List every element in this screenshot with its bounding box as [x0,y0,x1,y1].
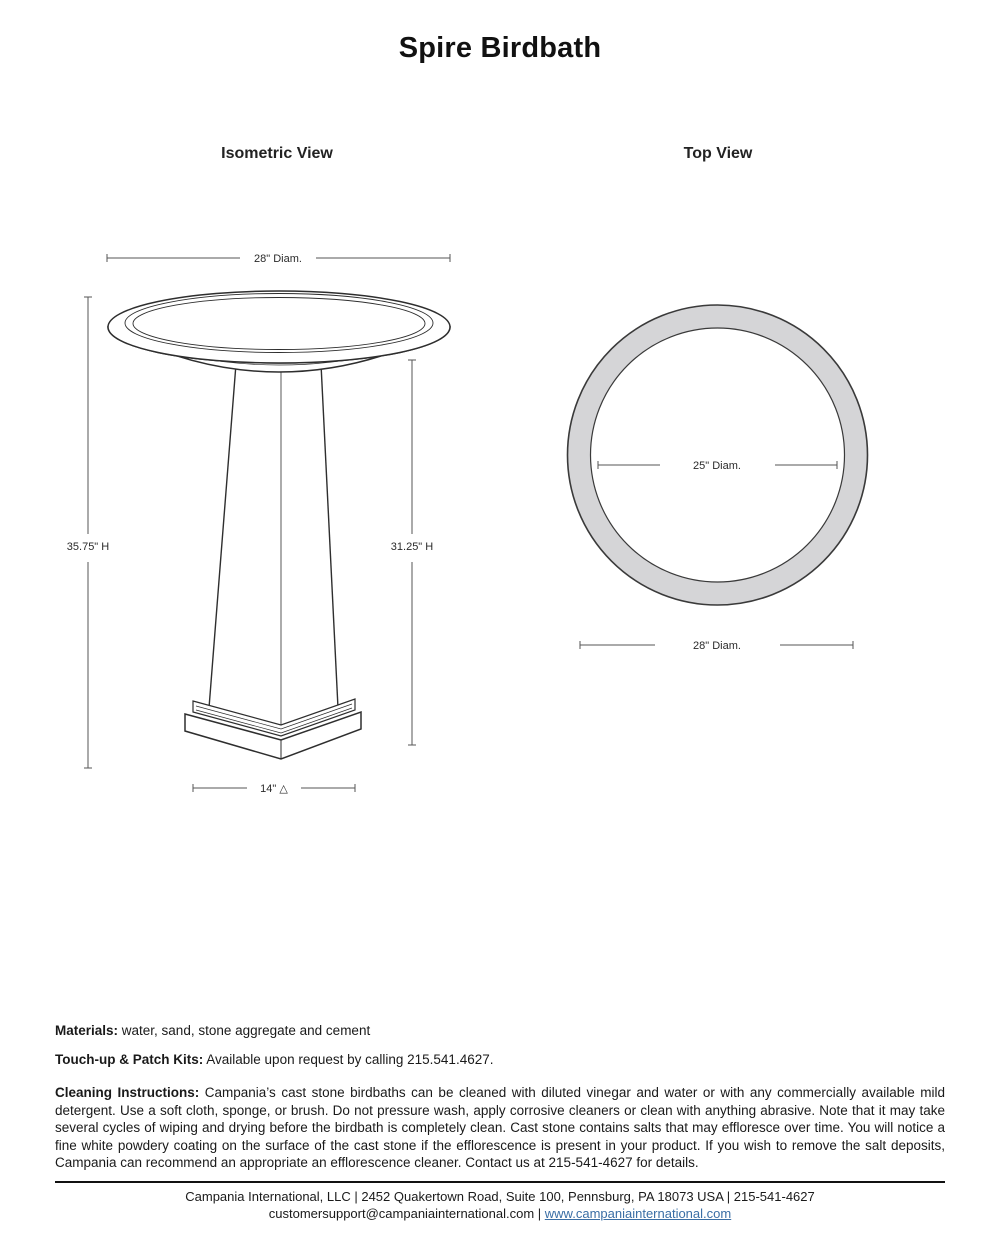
birdbath-pedestal [209,364,338,727]
footer-contact-line [55,1205,945,1222]
dim-top-label: 28" Diam. [254,253,302,265]
top-view-drawing [540,280,900,680]
touchup-label: Touch-up & Patch Kits: [55,1051,204,1067]
materials-line [55,1022,945,1040]
product-specs [55,1022,945,1172]
materials-text: water, sand, stone aggregate and cement [118,1023,371,1038]
birdbath-base [185,699,361,759]
touchup-text: Available upon request by calling 215.541.4627. [203,1051,494,1067]
footer [55,1181,945,1222]
touchup-line [55,1051,945,1069]
cleaning-instructions [55,1084,945,1172]
dim-outer-label: 28" Diam. [693,640,741,652]
isometric-view-heading: Isometric View [221,145,333,162]
top-view-heading: Top View [683,145,753,162]
materials-label: Materials: [55,1023,119,1038]
birdbath-bowl [108,291,450,372]
dim-right-label: 31.25" H [390,541,434,553]
dim-left-label: 35.75" H [66,541,110,553]
page-title: Spire Birdbath [398,32,602,64]
footer-address-line: Campania International, LLC | 2452 Quakertown Road, Suite 100, Pennsburg, PA 18073 USA | 215-541-4627 [185,1189,815,1204]
top-view-inner-basin [591,328,845,582]
cleaning-text: Campania’s cast stone birdbaths can be cleaned with diluted vinegar and water or with any commercially available mild detergent. Use a soft cloth, sponge, or brush. Do not pressure wash, apply corrosive cleaners or clean with anything abrasive. Note that it may take several cycles of wiping and drying before the birdbath is completely clean. Cast stone contains salts that may effloresce over time. You will notice a fine white powdery coating on the surface of the cast stone if the efflorescence is present in your product. If you wish to remove the salt deposits, Campania can recommend an appropriate an efflorescence cleaner. Contact us at 215-541-4627 for details. [55,1085,945,1170]
dim-inner-label: 25" Diam. [693,460,741,472]
footer-email: customersupport@campaniainternational.com [268,1206,535,1221]
isometric-view-drawing [50,240,470,800]
dim-bottom-label: 14" △ [260,783,288,795]
cleaning-label: Cleaning Instructions: [55,1085,200,1100]
footer-separator: | [534,1206,545,1221]
dim-left-3575 [84,297,92,768]
footer-website-link[interactable]: www.campaniainternational.com [544,1206,732,1221]
